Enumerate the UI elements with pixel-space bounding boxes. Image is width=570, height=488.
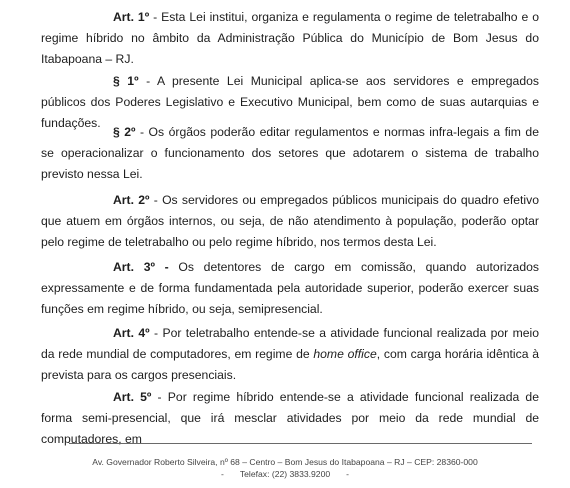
article-5: [41, 387, 539, 450]
article-separator: -: [149, 193, 163, 207]
paragraph-label: § 2º: [113, 125, 136, 139]
article-label: Art. 1º: [113, 10, 150, 24]
footer-contact: [0, 469, 570, 480]
article-separator: [169, 260, 179, 274]
paragraph-2: [41, 122, 539, 185]
article-text-before: Por teletrabalho entende-se a atividade funcional realizada por meio da rede mundial de computadores, em regime de: [41, 326, 539, 361]
article-label: Art. 2º: [113, 193, 150, 207]
paragraph-text: A presente Lei Municipal aplica-se aos servidores e empregados públicos dos Poderes Legislativo e Executivo Municipal, bem como de suas autarquias e fundações.: [41, 74, 539, 130]
footer-phone: Telefax: (22) 3833.9200: [239, 469, 331, 479]
article-text: Por regime híbrido entende-se a atividade funcional realizada de forma semi-presencial, que irá mesclar atividades por meio da rede mundial de computadores, em: [41, 390, 539, 446]
footer-divider: [69, 443, 532, 444]
paragraph-separator: -: [135, 125, 149, 139]
footer-trail-dash: -: [346, 469, 350, 479]
article-1: [41, 7, 539, 70]
article-3: [41, 257, 539, 320]
article-2: [41, 190, 539, 253]
article-text: Esta Lei institui, organiza e regulamenta o regime de teletrabalho e o regime híbrido no âmbito da Administração Pública do Município de Bom Jesus do Itabapoana – RJ.: [41, 10, 539, 66]
paragraph-label: § 1º: [113, 74, 139, 88]
article-text: Os servidores ou empregados públicos municipais do quadro efetivo que atuem em órgãos internos, ou seja, de não atendimento à população, poderão optar pelo regime de teletrabalho ou pelo regime híbrido, nos termos desta Lei.: [41, 193, 539, 249]
article-text-italic: home office: [313, 347, 377, 361]
footer-address: Av. Governador Roberto Silveira, nº 68 – Centro – Bom Jesus do Itabapoana – RJ – CEP: 28360-000: [92, 457, 478, 467]
footer-dash: -: [220, 469, 224, 479]
article-separator: -: [149, 10, 162, 24]
article-text-after: , com carga horária idêntica à prevista para os cargos presenciais.: [41, 347, 539, 382]
paragraph-separator: -: [138, 74, 157, 88]
article-text: Os detentores de cargo em comissão, quando autorizados expressamente e de forma fundamentada pela autoridade superior, poderão exercer suas funções em regime híbrido, ou seja, semipresencial.: [41, 260, 539, 316]
paragraph-text: Os órgãos poderão editar regulamentos e normas infra-legais a fim de se operacionalizar o funcionamento dos setores que adotarem o sistema de trabalho previsto nessa Lei.: [41, 125, 539, 181]
article-separator: -: [149, 326, 163, 340]
article-label: Art. 5º: [113, 390, 152, 404]
article-separator: -: [151, 390, 168, 404]
article-4: [41, 323, 539, 386]
article-label: Art. 3º -: [113, 260, 169, 274]
article-label: Art. 4º: [113, 326, 150, 340]
